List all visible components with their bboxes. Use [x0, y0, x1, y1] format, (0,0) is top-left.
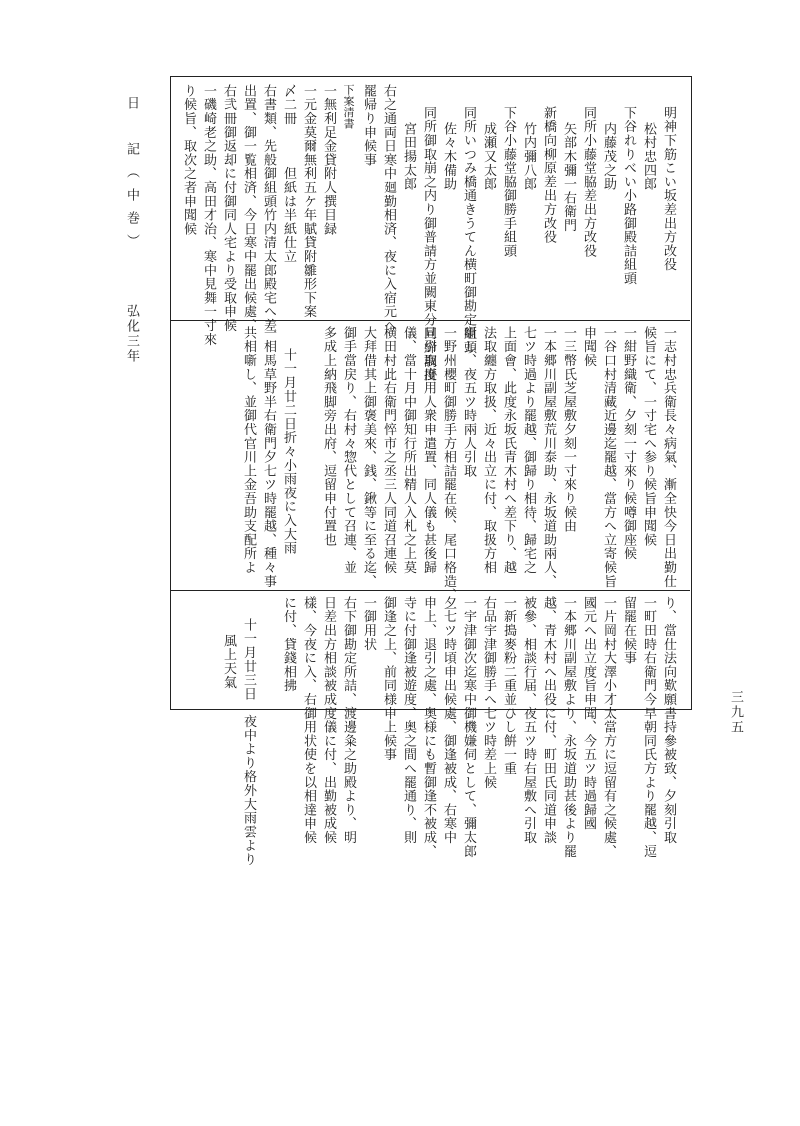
text-column: 同所小藤堂脇差出方改役 [581, 106, 596, 258]
text-column: 一無利足金貸附人撰目録 [321, 84, 336, 236]
text-column: 御逢之上、前同様申上候事 [381, 596, 396, 762]
register-middle [178, 326, 678, 616]
text-column: 申上、退引之處、奥様にも暫御逢不被成、 [421, 596, 436, 859]
text-column: 寺に付御逢被遊度、奥之間へ罷通り、則 [401, 596, 416, 845]
text-column: 下谷れりべい小路御殿詰組頭 [621, 106, 636, 286]
text-column: 一御用状 [361, 596, 376, 652]
text-column: 右下御勘定所詰、渡邊粂之助殿より、明 [341, 596, 356, 845]
text-column: 申聞候 [581, 326, 596, 368]
text-column: 法取纏方取扱、近々出立に付、取扱方相 [481, 326, 496, 575]
text-column: 同所御取崩之内り御普請方並闕東分同締調掛 [421, 106, 436, 382]
text-column: 〆二冊 但紙は半紙仕立 [281, 84, 296, 264]
text-column: 宮田揚太郎 [401, 122, 416, 191]
text-column: 一野州櫻町御勝手方相詰罷在候、尾口格造、一 [441, 326, 456, 616]
text-column: 越、青木村へ出役に付、町田氏同道申談 [541, 596, 556, 845]
text-column [258, 596, 278, 702]
text-column: 同所いつみ橋通きうてん横町御勘定組頭 [461, 106, 476, 355]
register-top [178, 84, 678, 382]
text-column: 下案清書 [342, 84, 355, 129]
text-column: 右書類、先般御組頭竹内清太郎殿宅へ差 [261, 84, 276, 333]
text-column: 一片岡村大澤小才太當方に逗留有之候處、 [601, 596, 616, 859]
text-column: 夕七ツ時頃申出候處、御逢被成、右寒中 [441, 596, 456, 845]
text-column: 一本郷川副屋敷荒川泰助、永坂道助兩人、 [541, 326, 556, 589]
text-column: 松村忠四郎 [641, 122, 656, 191]
text-column: 明神下筋こい坂差出方改役 [661, 106, 676, 272]
text-column: 横田村此右衛門悴市之丞三人同道召連候 [381, 326, 396, 575]
text-column: 一元金莫爾無利五ケ年賦貸附雛形下案 [301, 84, 316, 319]
text-column: 噺し、夜五ツ時兩人引取 [461, 326, 476, 478]
text-column: 右品宇津御勝手へ七ツ時差上候 [481, 596, 496, 790]
text-column: 風上天氣 [221, 634, 236, 690]
text-column: 出置、御一覧相済、今日寒中罷出候處、 [241, 84, 256, 333]
text-column: 留罷在候事 [621, 596, 636, 665]
text-column: 御手當戻り、右村々惣代として召連、並 [341, 326, 356, 575]
text-column: 佐々木備助 [441, 122, 456, 191]
text-column: 罷帰り申候事 [361, 84, 376, 167]
text-column: 成瀬又太郎 [481, 122, 496, 191]
text-column: 七ツ時過より罷越、御歸り相待、歸宅之 [521, 326, 536, 575]
register-divider-2 [170, 590, 690, 591]
text-column: 一本郷川副屋敷より、永坂道助甚後より罷 [561, 596, 576, 859]
text-column: 一宇津御次迄寒中御機嫌伺として、彌太郎 [461, 596, 476, 859]
text-column: 十一月廿三日 夜中より格外大雨雲より [241, 618, 256, 867]
text-column: 竹内彌八郎 [521, 122, 536, 191]
text-column: 十一月廿二日折々小雨夜に入大雨 [281, 348, 296, 555]
text-column: 日差出方相談被成度儀に付、出勤被成候 [321, 596, 336, 845]
text-column: り候旨、取次之者申聞候 [181, 84, 196, 236]
text-column: に付、貸錢相拂 [281, 596, 296, 693]
text-column: 旦引取度用人衆申遣置、同人儀も甚後歸 [421, 326, 436, 575]
text-column: り、當仕法向歎願書持參被致、夕刻引取 [661, 596, 676, 845]
text-column: 樣、今夜に入、右御用状使を以相達申候 [301, 596, 316, 845]
text-column: 一新搗麥粉二重並ひし餠一重 [501, 596, 516, 776]
text-column: 一三幣氏芝屋敷夕刻一寸來り候由 [561, 326, 576, 533]
text-column: 内藤茂之助 [601, 122, 616, 191]
register-bottom [178, 596, 678, 867]
text-column [298, 326, 318, 582]
text-column: 一志村忠兵衛長々病氣、漸全快今日出勤仕 [661, 326, 676, 589]
text-column: 一紺野織衛、夕刻一寸來り候噂御座候 [621, 326, 636, 561]
text-column: 矢部木彌一右衛門 [561, 122, 576, 233]
text-column: 上面會、此度永坂氏青木村へ差下り、越 [501, 326, 516, 575]
running-head [122, 96, 141, 364]
text-column: 一相馬草野半右衛門夕七ツ時罷越、種々事 [261, 326, 276, 589]
text-column: 一町田時右衛門今早朝同氏方より罷越、逗 [641, 596, 656, 859]
text-column: 新橋向柳原差出方改役 [541, 106, 556, 244]
text-column: 一谷口村清藏近邊迄罷越、當方へ立寄候旨 [601, 326, 616, 589]
text-column: 右之通両日寒中廻勤相済、夜に入宿元へ [381, 84, 396, 333]
text-column: 下谷小藤堂脇御勝手組頭 [501, 106, 516, 258]
text-column: 候旨にて、一寸宅へ参り候旨申聞候 [641, 326, 656, 547]
text-column: 共相噺し、並御代官川上金吾助支配所よ [241, 326, 256, 575]
text-column: 右弐冊御返却に付御同人宅より受取申候 [221, 84, 236, 333]
text-column: 被參、相談行届、夜五ツ時右屋敷へ引取 [521, 596, 536, 845]
folio-number: 三九五 [728, 690, 743, 735]
text-column: 大拜借其上御褒美來、銭、鍬等に至る迄、 [361, 326, 376, 589]
text-column: 國元へ出立度旨申聞、今五ツ時過歸國 [581, 596, 596, 831]
text-column: 一磯崎老之助、高田才治、寒中見舞一寸來 [201, 84, 216, 347]
text-column: 多成上納飛脚旁出府、逗留申付置也 [321, 326, 336, 547]
text-column: 儀、當十月中御知行所出精人入札之上莫 [401, 326, 416, 575]
running-head-era: 弘化三年 [124, 304, 139, 364]
running-head-title: 日 記（中巻） [124, 96, 139, 257]
